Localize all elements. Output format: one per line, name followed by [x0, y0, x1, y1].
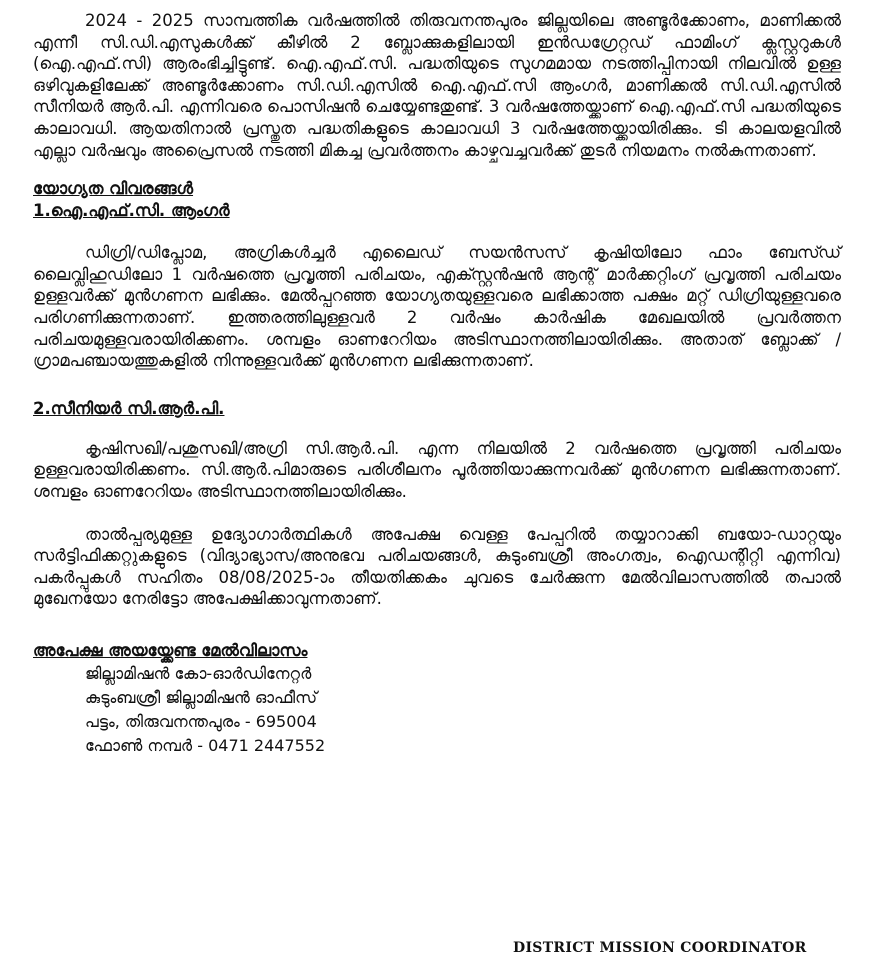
intro-paragraph: 2024 - 2025 സാമ്പത്തിക വർഷത്തിൽ തിരുവനന്തപുരം ജില്ലയിലെ അണ്ടൂർക്കോണം, മാണിക്കൽ എന്നീ സി.ഡി.എസുകൾക്ക് കീഴിൽ 2 ബ്ലോക്കുകളിലായി ഇൻഡഗ്രേറ്റഡ് ഫാമിംഗ് ക്ലസ്റ്ററുകൾ (ഐ.എഫ്.സി) ആരംഭിച്ചിട്ടുണ്ട്. ഐ.എഫ്.സി. പദ്ധതിയുടെ സുഗമമായ നടത്തിപ്പിനായി നിലവിൽ ഉള്ള ഒഴിവുകളിലേക്ക് അണ്ടൂർക്കോണം സി.ഡി.എസിൽ ഐ.എഫ്.സി ആംഗർ, മാണിക്കൽ സി.ഡി.എസിൽ സീനിയർ ആർ.പി. എന്നിവരെ പൊസിഷൻ ചെയ്യേണ്ടതുണ്ട്. 3 വർഷത്തേയ്ക്കാണ് ഐ.എഫ്.സി പദ്ധതിയുടെ കാലാവധി. ആയതിനാൽ പ്രസ്തുത പദ്ധതികളുടെ കാലാവധി 3 വർഷത്തേയ്ക്കായിരിക്കും. ടി കാലയളവിൽ എല്ലാ വർഷവും അപ്രൈസൽ നടത്തി മികച്ച പ്രവർത്തനം കാഴ്ചവച്ചവർക്ക് തുടർ നിയമനം നൽകുന്നതാണ്. — [33, 11, 841, 160]
application-instructions: താൽപ്പര്യമുള്ള ഉദ്യോഗാർത്ഥികൾ അപേക്ഷ വെള്ള പേപ്പറിൽ തയ്യാറാക്കി ബയോ-ഡാറ്റയും സർട്ടിഫിക്കറ്റുകളുടെ (വിദ്യാഭ്യാസ/അനുഭവ പരിചയങ്ങൾ, കുടുംബശ്രീ അംഗത്വം, ഐഡന്റിറ്റി എന്നിവ) പകർപ്പുകൾ സഹിതം 08/08/2025-ാം തീയതിക്കകം ചുവടെ ചേർക്കുന്ന മേൽവിലാസത്തിൽ തപാൽ മുഖേനയോ നേരിട്ടോ അപേക്ഷിക്കാവുന്നതാണ്. — [33, 524, 841, 609]
address-line: ഫോൺ നമ്പർ - 0471 2447552 — [85, 735, 326, 755]
address-line: ജില്ലാമിഷൻ കോ-ഓർഡിനേറ്റർ — [85, 663, 312, 683]
address-line: പട്ടം, തിരുവനന്തപുരം - 695004 — [85, 711, 317, 731]
address-line: കുടുംബശ്രീ ജില്ലാമിഷൻ ഓഫീസ് — [85, 687, 318, 707]
notice-document — [33, 10, 841, 758]
ifc-anchor-description: ഡിഗ്രി/ഡിപ്ലോമ, അഗ്രികൾച്ചർ എലൈഡ് സയൻസസ് കൃഷിയിലോ ഫാം ബേസ്ഡ് ലൈവ്ലിഹുഡിലോ 1 വർഷത്തെ പ്രവൃത്തി പരിചയം, എക്സ്റ്റൻഷൻ ആന്റ് മാർക്കറ്റിംഗ് പ്രവൃത്തി പരിചയം ഉള്ളവർക്ക് മുൻഗണന ലഭിക്കും. മേൽപ്പറഞ്ഞ യോഗ്യതയുള്ളവരെ ലഭിക്കാത്ത പക്ഷം മറ്റ് ഡിഗ്രിയുള്ളവരെ പരിഗണിക്കുന്നതാണ്. ഇത്തരത്തിലുള്ളവർ 2 വർഷം കാർഷിക മേഖലയിൽ പ്രവർത്തന പരിചയമുള്ളവരായിരിക്കണം. ശമ്പളം ഓണറേറിയം അടിസ്ഥാനത്തിലായിരിക്കും. അതാത് ബ്ലോക്ക് /ഗ്രാമപഞ്ചായത്തുകളിൽ നിന്നുള്ളവർക്ക് മുൻഗണന ലഭിക്കുന്നതാണ്. — [33, 243, 841, 371]
signature-title: DISTRICT MISSION COORDINATOR — [513, 940, 807, 956]
ifc-anchor-heading: 1.ഐ.എഫ്.സി. ആംഗർ — [33, 201, 230, 221]
eligibility-heading: യോഗ്യത വിവരങ്ങൾ — [33, 179, 194, 199]
senior-crp-heading: 2.സീനിയർ സി.ആർ.പി. — [33, 398, 225, 418]
senior-crp-description: കൃഷിസഖി/പശുസഖി/അഗ്രി സി.ആർ.പി. എന്ന നിലയിൽ 2 വർഷത്തെ പ്രവൃത്തി പരിചയം ഉള്ളവരായിരിക്കണം. സി.ആർ.പിമാരുടെ പരിശീലനം പൂർത്തിയാക്കുന്നവർക്ക് മുൻഗണന ലഭിക്കുന്നതാണ്. ശമ്പളം ഓണറേറിയം അടിസ്ഥാനത്തിലായിരിക്കും. — [33, 438, 841, 501]
mailing-address — [33, 662, 841, 758]
address-heading: അപേക്ഷ അയയ്ക്കേണ്ട മേൽവിലാസം — [33, 640, 308, 660]
